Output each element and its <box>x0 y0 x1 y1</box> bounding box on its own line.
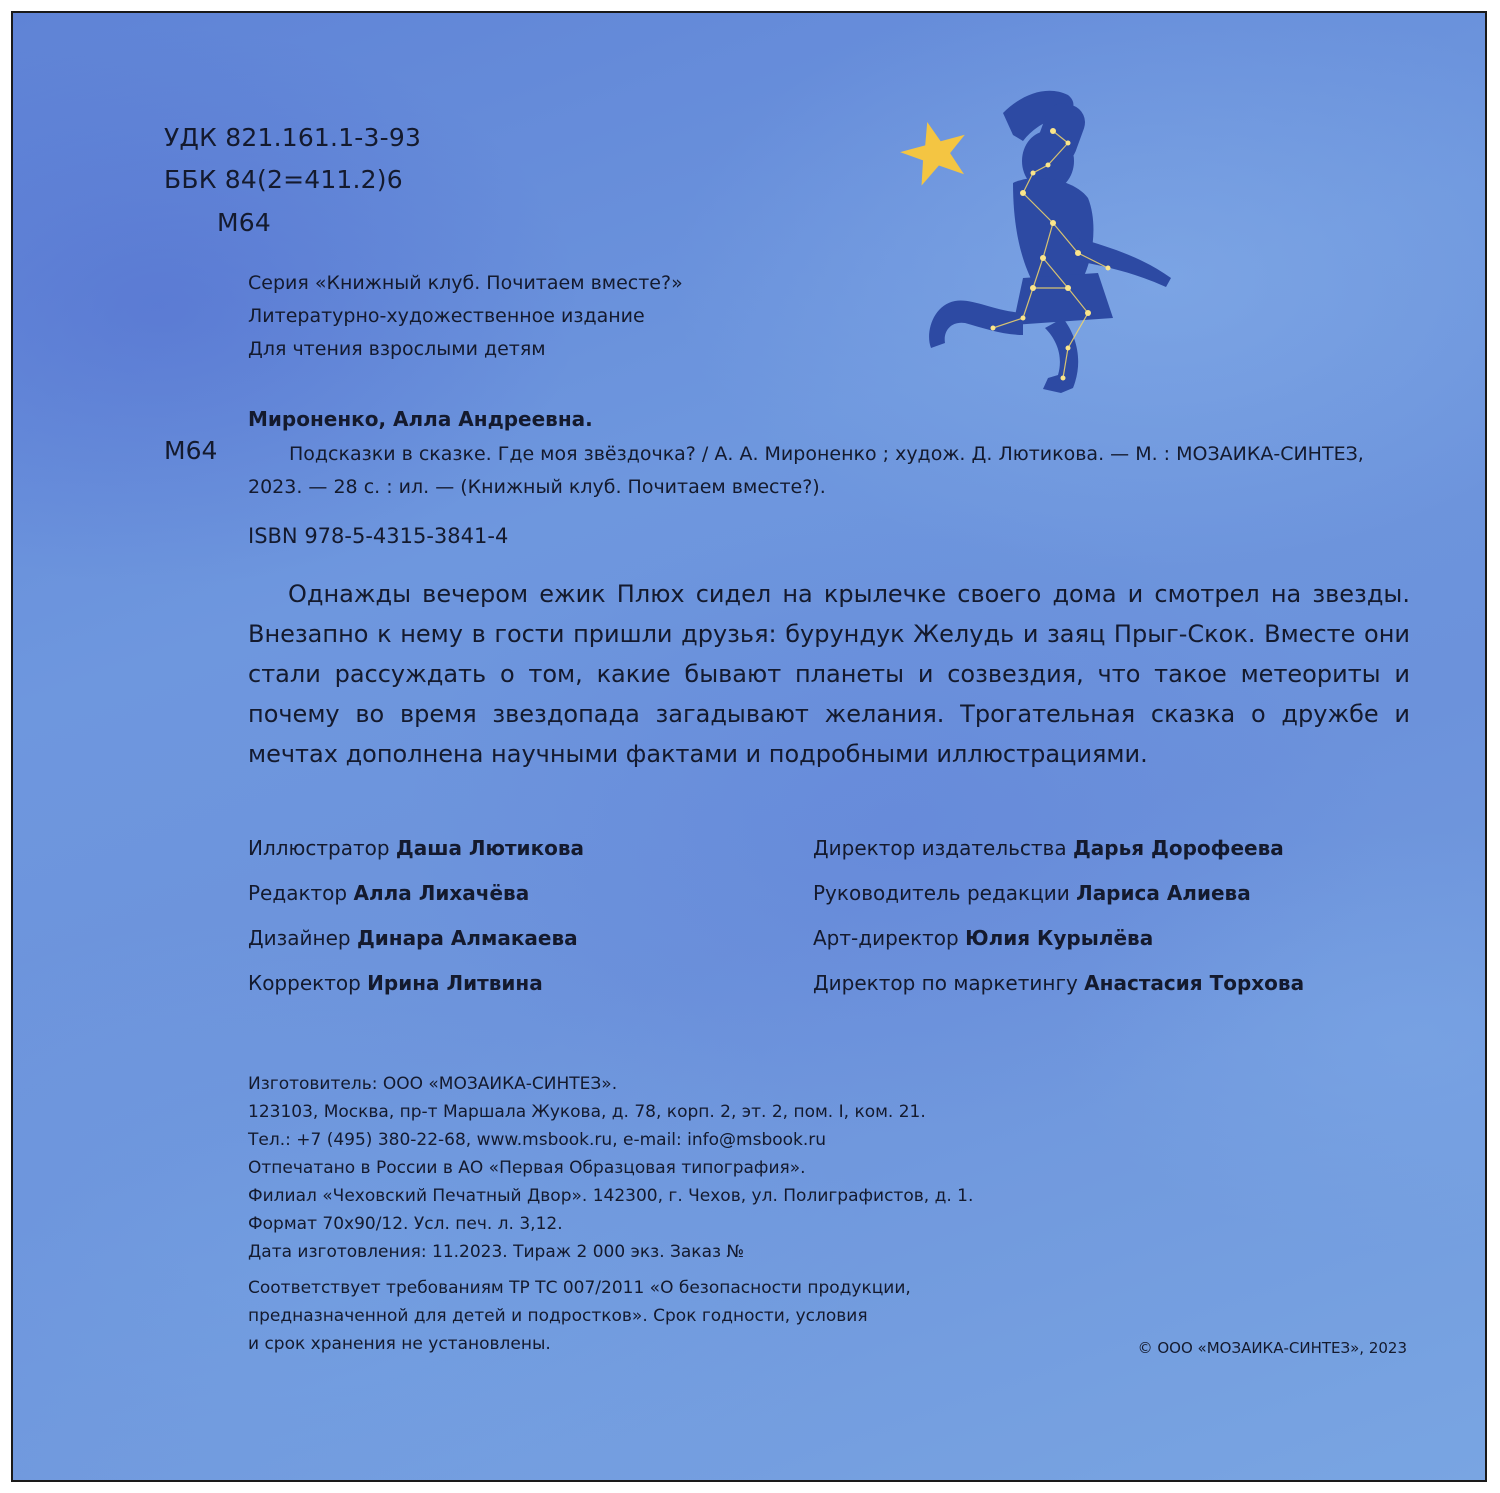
credit-role: Арт-директор <box>813 926 959 950</box>
credit-role: Редактор <box>248 881 348 905</box>
author-name: Мироненко, Алла Андреевна. <box>248 407 593 431</box>
imprint-line-7: Дата изготовления: 11.2023. Тираж 2 000 экз. Заказ № <box>248 1242 745 1262</box>
credit-name: Анастасия Торхова <box>1084 971 1305 995</box>
bbk-code: ББК 84(2=411.2)6 <box>164 165 403 194</box>
imprint-line-1: Изготовитель: ООО «МОЗАИКА-СИНТЕЗ». <box>248 1074 618 1094</box>
credit-role: Дизайнер <box>248 926 351 950</box>
imprint-line-4: Отпечатано в России в АО «Первая Образцовая типография». <box>248 1158 806 1178</box>
book-imprint-page <box>11 11 1487 1482</box>
credit-name: Юлия Курылёва <box>965 926 1154 950</box>
star-icon <box>894 113 974 188</box>
isbn: ISBN 978-5-4315-3841-4 <box>248 524 509 548</box>
imprint-line-5: Филиал «Чеховский Печатный Двор». 142300, г. Чехов, ул. Полиграфистов, д. 1. <box>248 1186 974 1206</box>
credit-art-director <box>813 926 1153 950</box>
imprint-line-3: Тел.: +7 (495) 380-22-68, www.msbook.ru, e-mail: info@msbook.ru <box>248 1130 827 1150</box>
hero-silhouette <box>929 91 1171 393</box>
credit-marketing-director <box>813 971 1304 995</box>
biblio-line-1: Подсказки в сказке. Где моя звёздочка? / А. А. Мироненко ; худож. Д. Лютикова. — М. : МОЗАИКА-СИНТЕЗ, <box>289 443 1364 465</box>
udk-code: УДК 821.161.1-3-93 <box>164 123 422 152</box>
credit-name: Дарья Дорофеева <box>1072 836 1284 860</box>
credit-role: Руководитель редакции <box>813 881 1070 905</box>
credit-name: Лариса Алиева <box>1076 881 1251 905</box>
author-mark: М64 <box>217 208 271 237</box>
imprint-line-2: 123103, Москва, пр-т Маршала Жукова, д. 78, корп. 2, эт. 2, пом. I, ком. 21. <box>248 1102 926 1122</box>
imprint-line-8: Соответствует требованиям ТР ТС 007/2011 «О безопасности продукции, <box>248 1278 911 1298</box>
series-line-2: Литературно-художественное издание <box>248 305 645 327</box>
series-line-1: Серия «Книжный клуб. Почитаем вместе?» <box>248 272 683 294</box>
imprint-line-6: Формат 70x90/12. Усл. печ. л. 3,12. <box>248 1214 563 1234</box>
credit-editorial-head <box>813 881 1251 905</box>
book-summary <box>248 574 1410 774</box>
imprint-line-10: и срок хранения не установлены. <box>248 1334 551 1354</box>
summary-text: Однажды вечером ежик Плюх сидел на крылечке своего дома и смотрел на звезды. Внезапно к нему в гости пришли друзья: бурундук Желудь и заяц Прыг-Скок. Вместе они стали рассуждать о том, какие бывают планеты и созвездия, что такое метеориты и почему во время звездопада загадывают желания. Трогательная сказка о дружбе и мечтах дополнена научными фактами и подробными иллюстрациями. <box>248 580 1410 768</box>
credit-name: Даша Лютикова <box>395 836 585 860</box>
credit-publishing-director <box>813 836 1284 860</box>
copyright-notice: © ООО «МОЗАИКА-СИНТЕЗ», 2023 <box>1137 1339 1407 1357</box>
credit-name: Алла Лихачёва <box>353 881 530 905</box>
credit-name: Ирина Литвина <box>367 971 543 995</box>
credit-role: Иллюстратор <box>248 836 390 860</box>
imprint-line-9: предназначенной для детей и подростков». Срок годности, условия <box>248 1306 868 1326</box>
credit-name: Динара Алмакаева <box>356 926 578 950</box>
constellation-hero-with-star-icon <box>873 73 1193 403</box>
credit-illustrator <box>248 836 584 860</box>
credit-editor <box>248 881 529 905</box>
credit-proofreader <box>248 971 543 995</box>
series-line-3: Для чтения взрослыми детям <box>248 338 546 360</box>
credit-role: Корректор <box>248 971 361 995</box>
credit-role: Директор по маркетингу <box>813 971 1078 995</box>
credit-role: Директор издательства <box>813 836 1067 860</box>
credit-designer <box>248 926 578 950</box>
biblio-author-mark: М64 <box>164 436 218 465</box>
biblio-line-2: 2023. — 28 с. : ил. — (Книжный клуб. Почитаем вместе?). <box>248 476 826 498</box>
